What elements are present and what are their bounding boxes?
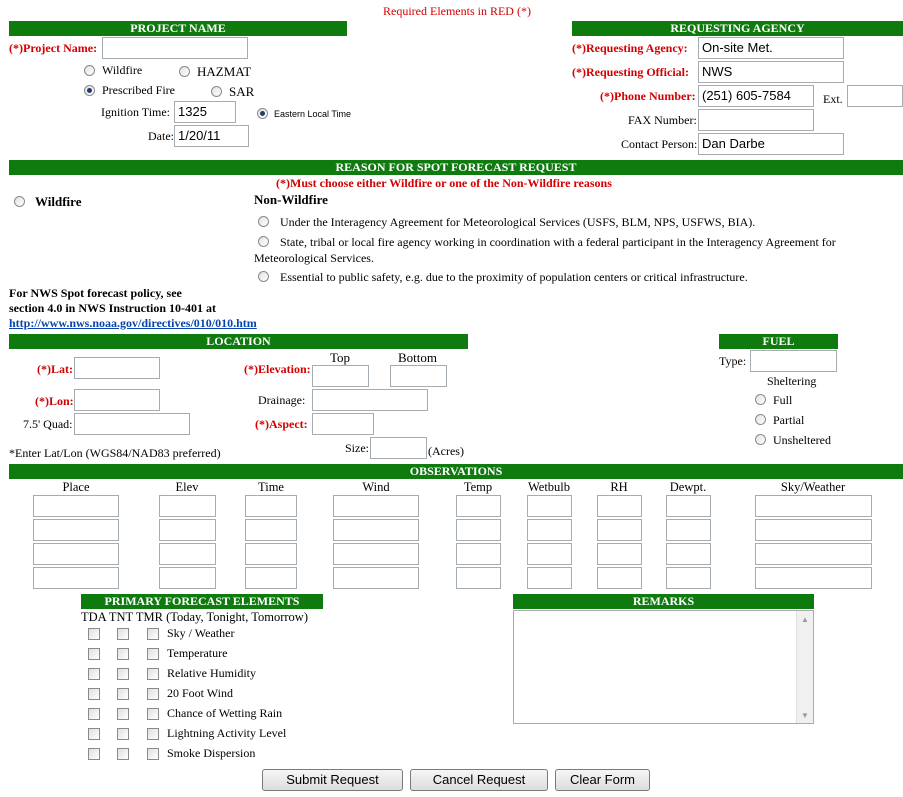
obs-input-place-row4[interactable] xyxy=(33,567,119,589)
obs-input-time-row3[interactable] xyxy=(245,543,297,565)
obs-input-elev-row4[interactable] xyxy=(159,567,216,589)
non-wildfire-heading: Non-Wildfire xyxy=(254,192,328,207)
fuel-type-input[interactable] xyxy=(750,350,837,372)
checkbox-tnt-lightning-activity-level[interactable] xyxy=(117,728,129,740)
obs-input-wetbulb-row1[interactable] xyxy=(527,495,572,517)
cancel-request-button[interactable]: Cancel Request xyxy=(410,769,548,791)
radio-sheltering-partial[interactable] xyxy=(755,414,766,425)
scroll-up-arrow-icon[interactable]: ▲ xyxy=(801,615,809,624)
obs-col-header-dewpt: Dewpt. xyxy=(669,480,707,494)
checkbox-tmr-lightning-activity-level[interactable] xyxy=(147,728,159,740)
obs-input-temp-row4[interactable] xyxy=(456,567,501,589)
forecast-element-label-sky-weather: Sky / Weather xyxy=(167,626,235,640)
obs-input-wetbulb-row2[interactable] xyxy=(527,519,572,541)
latlon-note: *Enter Lat/Lon (WGS84/NAD83 preferred) xyxy=(9,446,221,460)
elevation-bottom-input[interactable] xyxy=(390,365,447,387)
checkbox-tnt-sky-weather[interactable] xyxy=(117,628,129,640)
obs-input-temp-row3[interactable] xyxy=(456,543,501,565)
obs-col-header-sky-weather: Sky/Weather xyxy=(780,480,846,494)
obs-input-rh-row2[interactable] xyxy=(597,519,642,541)
contact-person-label: Contact Person: xyxy=(621,137,698,151)
remarks-header: REMARKS xyxy=(513,594,814,609)
forecast-element-label-temperature: Temperature xyxy=(167,646,228,660)
phone-number-input[interactable]: (251) 605-7584 xyxy=(698,85,814,107)
obs-input-sky-weather-row2[interactable] xyxy=(755,519,872,541)
requesting-agency-label: (*)Requesting Agency: xyxy=(572,41,688,55)
radio-reason-state-tribal[interactable] xyxy=(258,236,269,247)
reason-interagency-label: Under the Interagency Agreement for Meteorological Services (USFS, BLM, NPS, USFWS, BIA). xyxy=(280,215,756,229)
ignition-time-label: Ignition Time: xyxy=(101,105,171,119)
size-input[interactable] xyxy=(370,437,427,459)
obs-input-wind-row2[interactable] xyxy=(333,519,419,541)
obs-input-wind-row1[interactable] xyxy=(333,495,419,517)
elevation-bottom-label: Bottom xyxy=(398,350,438,365)
acres-label: (Acres) xyxy=(428,444,464,458)
sheltering-partial-label: Partial xyxy=(773,413,805,427)
checkbox-tda-relative-humidity[interactable] xyxy=(88,668,100,680)
obs-input-sky-weather-row4[interactable] xyxy=(755,567,872,589)
radio-hazmat[interactable] xyxy=(179,66,190,77)
requesting-official-label: (*)Requesting Official: xyxy=(572,65,689,79)
obs-input-dewpt-row1[interactable] xyxy=(666,495,711,517)
requesting-agency-input[interactable]: On-site Met. xyxy=(698,37,844,59)
obs-col-header-place: Place xyxy=(62,480,90,494)
eastern-local-time-label: Eastern Local Time xyxy=(274,109,352,119)
sheltering-label: Sheltering xyxy=(767,374,817,388)
obs-input-time-row4[interactable] xyxy=(245,567,297,589)
contact-person-input[interactable]: Dan Darbe xyxy=(698,133,844,155)
ext-input[interactable] xyxy=(847,85,903,107)
policy-text-2: section 4.0 in NWS Instruction 10-401 at xyxy=(9,301,217,315)
lon-input[interactable] xyxy=(74,389,160,411)
obs-col-header-wetbulb: Wetbulb xyxy=(527,480,571,494)
obs-input-time-row2[interactable] xyxy=(245,519,297,541)
scroll-down-arrow-icon[interactable]: ▼ xyxy=(801,711,809,720)
policy-link[interactable]: http://www.nws.noaa.gov/directives/010/010.htm xyxy=(9,316,257,330)
forecast-element-label-relative-humidity: Relative Humidity xyxy=(167,666,256,680)
checkbox-tnt-relative-humidity[interactable] xyxy=(117,668,129,680)
sheltering-unsheltered-label: Unsheltered xyxy=(773,433,831,447)
primary-forecast-header: PRIMARY FORECAST ELEMENTS xyxy=(81,594,323,609)
checkbox-tda-lightning-activity-level[interactable] xyxy=(88,728,100,740)
obs-input-place-row3[interactable] xyxy=(33,543,119,565)
obs-col-header-temp: Temp xyxy=(463,480,493,494)
obs-input-wind-row4[interactable] xyxy=(333,567,419,589)
size-label: Size: xyxy=(345,441,369,455)
obs-col-header-rh: RH xyxy=(610,480,628,494)
checkbox-tmr-relative-humidity[interactable] xyxy=(147,668,159,680)
aspect-label: (*)Aspect: xyxy=(255,417,308,431)
location-header: LOCATION xyxy=(9,334,468,349)
radio-hazmat-label: HAZMAT xyxy=(197,64,252,79)
obs-col-header-time: Time xyxy=(258,480,284,494)
remarks-scrollbar[interactable] xyxy=(796,611,813,723)
lat-input[interactable] xyxy=(74,357,160,379)
obs-input-elev-row1[interactable] xyxy=(159,495,216,517)
date-label: Date: xyxy=(148,129,174,143)
requesting-official-input[interactable]: NWS xyxy=(698,61,844,83)
forecast-element-label-20-foot-wind: 20 Foot Wind xyxy=(167,686,233,700)
radio-wildfire[interactable] xyxy=(84,65,95,76)
obs-input-sky-weather-row3[interactable] xyxy=(755,543,872,565)
date-input[interactable]: 1/20/11 xyxy=(174,125,249,147)
drainage-input[interactable] xyxy=(312,389,428,411)
forecast-element-label-smoke-dispersion: Smoke Dispersion xyxy=(167,746,256,760)
fuel-header: FUEL xyxy=(719,334,838,349)
obs-input-place-row2[interactable] xyxy=(33,519,119,541)
reason-header: REASON FOR SPOT FORECAST REQUEST xyxy=(9,160,903,175)
obs-input-elev-row2[interactable] xyxy=(159,519,216,541)
project-name-label: (*)Project Name: xyxy=(9,41,98,55)
elevation-top-input[interactable] xyxy=(312,365,369,387)
reason-state-tribal-label: State, tribal or local fire agency working in coordination with a federal participant in the Interagency Agreement for xyxy=(280,235,836,249)
radio-sheltering-full[interactable] xyxy=(755,394,766,405)
fax-number-input[interactable] xyxy=(698,109,814,131)
checkbox-tmr-sky-weather[interactable] xyxy=(147,628,159,640)
radio-prescribed-fire-label: Prescribed Fire xyxy=(102,83,175,97)
quad-label: 7.5' Quad: xyxy=(23,417,73,431)
must-choose-note: (*)Must choose either Wildfire or one of the Non-Wildfire reasons xyxy=(276,176,612,190)
checkbox-tmr-chance-of-wetting-rain[interactable] xyxy=(147,708,159,720)
clear-form-button[interactable]: Clear Form xyxy=(555,769,650,791)
obs-input-rh-row1[interactable] xyxy=(597,495,642,517)
sheltering-full-label: Full xyxy=(773,393,793,407)
radio-reason-public-safety[interactable] xyxy=(258,271,269,282)
radio-wildfire-label: Wildfire xyxy=(102,63,143,77)
required-note: Required Elements in RED (*) xyxy=(383,4,531,18)
obs-input-temp-row1[interactable] xyxy=(456,495,501,517)
checkbox-tmr-temperature[interactable] xyxy=(147,648,159,660)
reason-state-tribal-label-cont: Meteorological Services. xyxy=(254,251,374,265)
radio-reason-interagency[interactable] xyxy=(258,216,269,227)
fax-number-label: FAX Number: xyxy=(628,113,697,127)
reason-public-safety-label: Essential to public safety, e.g. due to the proximity of population centers or critical infrastructure. xyxy=(280,270,748,284)
observations-header: OBSERVATIONS xyxy=(9,464,903,479)
elevation-top-label: Top xyxy=(330,350,351,365)
radio-reason-wildfire[interactable] xyxy=(14,196,25,207)
forecast-element-label-lightning-activity-level: Lightning Activity Level xyxy=(167,726,287,740)
obs-input-dewpt-row2[interactable] xyxy=(666,519,711,541)
fuel-type-label: Type: xyxy=(719,354,747,368)
ext-label: Ext. xyxy=(823,92,843,106)
elevation-label: (*)Elevation: xyxy=(244,362,311,376)
obs-input-time-row1[interactable] xyxy=(245,495,297,517)
policy-text-1: For NWS Spot forecast policy, see xyxy=(9,286,182,300)
submit-request-button[interactable]: Submit Request xyxy=(262,769,403,791)
checkbox-tda-20-foot-wind[interactable] xyxy=(88,688,100,700)
radio-sheltering-unsheltered[interactable] xyxy=(755,434,766,445)
radio-sar[interactable] xyxy=(211,86,222,97)
project-name-header: PROJECT NAME xyxy=(9,21,347,36)
radio-sar-label: SAR xyxy=(229,84,255,99)
obs-input-dewpt-row3[interactable] xyxy=(666,543,711,565)
phone-number-label: (*)Phone Number: xyxy=(600,89,696,103)
checkbox-tda-chance-of-wetting-rain[interactable] xyxy=(88,708,100,720)
forecast-element-label-chance-of-wetting-rain: Chance of Wetting Rain xyxy=(167,706,283,720)
checkbox-tda-temperature[interactable] xyxy=(88,648,100,660)
project-name-input[interactable] xyxy=(102,37,248,59)
primary-forecast-columns: TDA TNT TMR (Today, Tonight, Tomorrow) xyxy=(81,610,309,624)
radio-prescribed-fire[interactable] xyxy=(84,85,95,96)
checkbox-tnt-temperature[interactable] xyxy=(117,648,129,660)
checkbox-tmr-smoke-dispersion[interactable] xyxy=(147,748,159,760)
checkbox-tmr-20-foot-wind[interactable] xyxy=(147,688,159,700)
obs-col-header-wind: Wind xyxy=(362,480,390,494)
checkbox-tnt-20-foot-wind[interactable] xyxy=(117,688,129,700)
obs-input-wetbulb-row3[interactable] xyxy=(527,543,572,565)
obs-input-place-row1[interactable] xyxy=(33,495,119,517)
reason-wildfire-label: Wildfire xyxy=(35,194,82,209)
obs-input-elev-row3[interactable] xyxy=(159,543,216,565)
obs-col-header-elev: Elev xyxy=(175,480,199,494)
drainage-label: Drainage: xyxy=(258,393,306,407)
remarks-textarea[interactable] xyxy=(513,610,814,724)
checkbox-tda-smoke-dispersion[interactable] xyxy=(88,748,100,760)
obs-input-dewpt-row4[interactable] xyxy=(666,567,711,589)
obs-input-rh-row3[interactable] xyxy=(597,543,642,565)
obs-input-wetbulb-row4[interactable] xyxy=(527,567,572,589)
aspect-input[interactable] xyxy=(312,413,374,435)
checkbox-tnt-smoke-dispersion[interactable] xyxy=(117,748,129,760)
checkbox-tda-sky-weather[interactable] xyxy=(88,628,100,640)
obs-input-sky-weather-row1[interactable] xyxy=(755,495,872,517)
quad-input[interactable] xyxy=(74,413,190,435)
radio-eastern-local-time[interactable] xyxy=(257,108,268,119)
ignition-time-input[interactable]: 1325 xyxy=(174,101,236,123)
obs-input-temp-row2[interactable] xyxy=(456,519,501,541)
obs-input-rh-row4[interactable] xyxy=(597,567,642,589)
checkbox-tnt-chance-of-wetting-rain[interactable] xyxy=(117,708,129,720)
requesting-agency-header: REQUESTING AGENCY xyxy=(572,21,903,36)
lat-label: (*)Lat: xyxy=(37,362,73,376)
obs-input-wind-row3[interactable] xyxy=(333,543,419,565)
lon-label: (*)Lon: xyxy=(35,394,74,408)
